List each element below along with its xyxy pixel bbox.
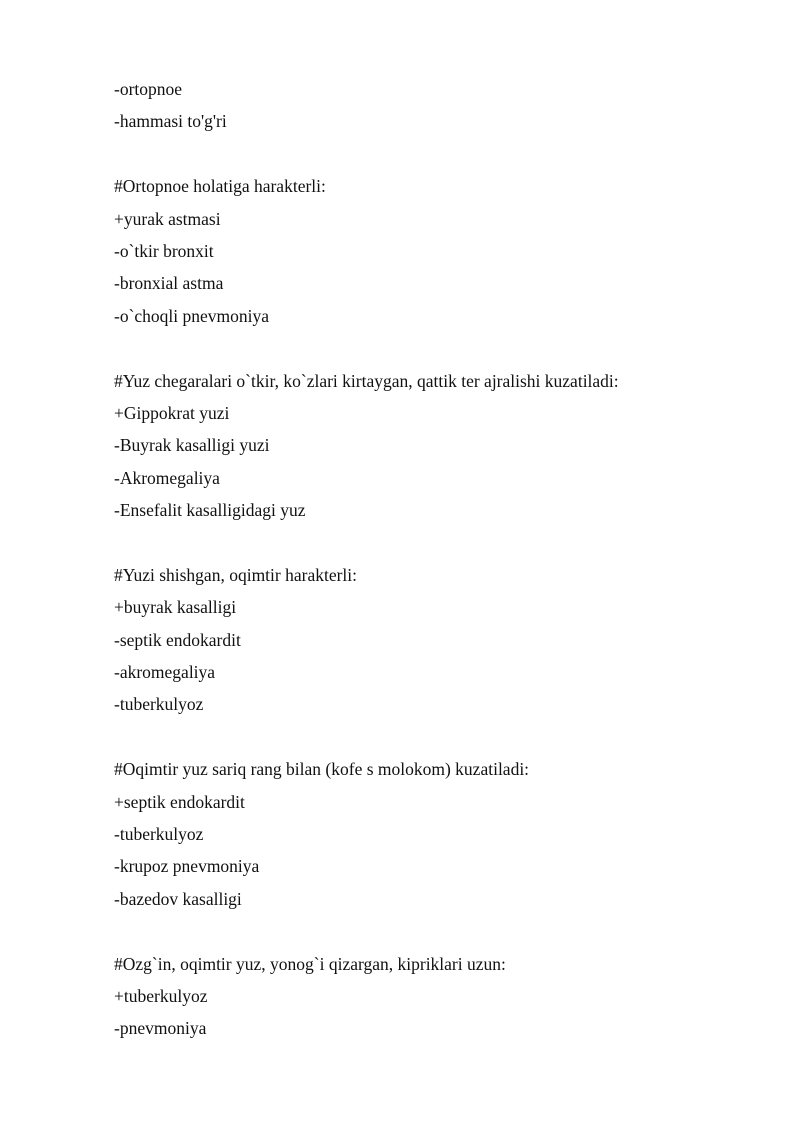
answer-option: -ortopnoe [114, 79, 183, 99]
answer-option: -Akromegaliya [114, 467, 220, 488]
answer-option: -o`tkir bronxit [114, 240, 214, 261]
paragraph-gap [114, 138, 774, 170]
answer-option: +Gippokrat yuzi [114, 402, 230, 423]
paragraph-gap [114, 915, 774, 947]
answer-option: -krupoz pnevmoniya [114, 856, 260, 877]
answer-option: -bazedov kasalligi [114, 888, 242, 909]
paragraph-gap [114, 721, 774, 753]
answer-option: -hammasi to'g'ri [114, 111, 227, 132]
answer-option: +septik endokardit [114, 791, 245, 812]
paragraph-gap [114, 526, 774, 558]
answer-option: -tuberkulyoz [114, 694, 204, 715]
answer-option: -Ensefalit kasalligidagi yuz [114, 500, 306, 521]
question-text: #Ortopnoe holatiga harakterli: [114, 176, 326, 197]
answer-option: -septik endokardit [114, 629, 241, 650]
answer-option: -tuberkulyoz [114, 823, 204, 844]
answer-option: -Buyrak kasalligi yuzi [114, 435, 270, 456]
answer-option: -akromegaliya [114, 662, 216, 683]
question-text: #Yuz chegaralari o`tkir, ko`zlari kirtaygan, qattik ter ajralishi kuzatiladi: [114, 370, 619, 391]
answer-option: +tuberkulyoz [114, 985, 208, 1006]
answer-option: -bronxial astma [114, 273, 224, 294]
paragraph-gap [114, 332, 774, 364]
question-text: #Oqimtir yuz sariq rang bilan (kofe s molokom) kuzatiladi: [114, 759, 530, 780]
document-text [114, 73, 774, 1045]
answer-option: +yurak astmasi [114, 208, 221, 229]
answer-option: +buyrak kasalligi [114, 597, 237, 618]
answer-option: -pnevmoniya [114, 1018, 207, 1039]
question-text: #Ozg`in, oqimtir yuz, yonog`i qizargan, kipriklari uzun: [114, 953, 506, 974]
answer-option: -o`choqli pnevmoniya [114, 305, 270, 326]
question-text: #Yuzi shishgan, oqimtir harakterli: [114, 564, 358, 585]
